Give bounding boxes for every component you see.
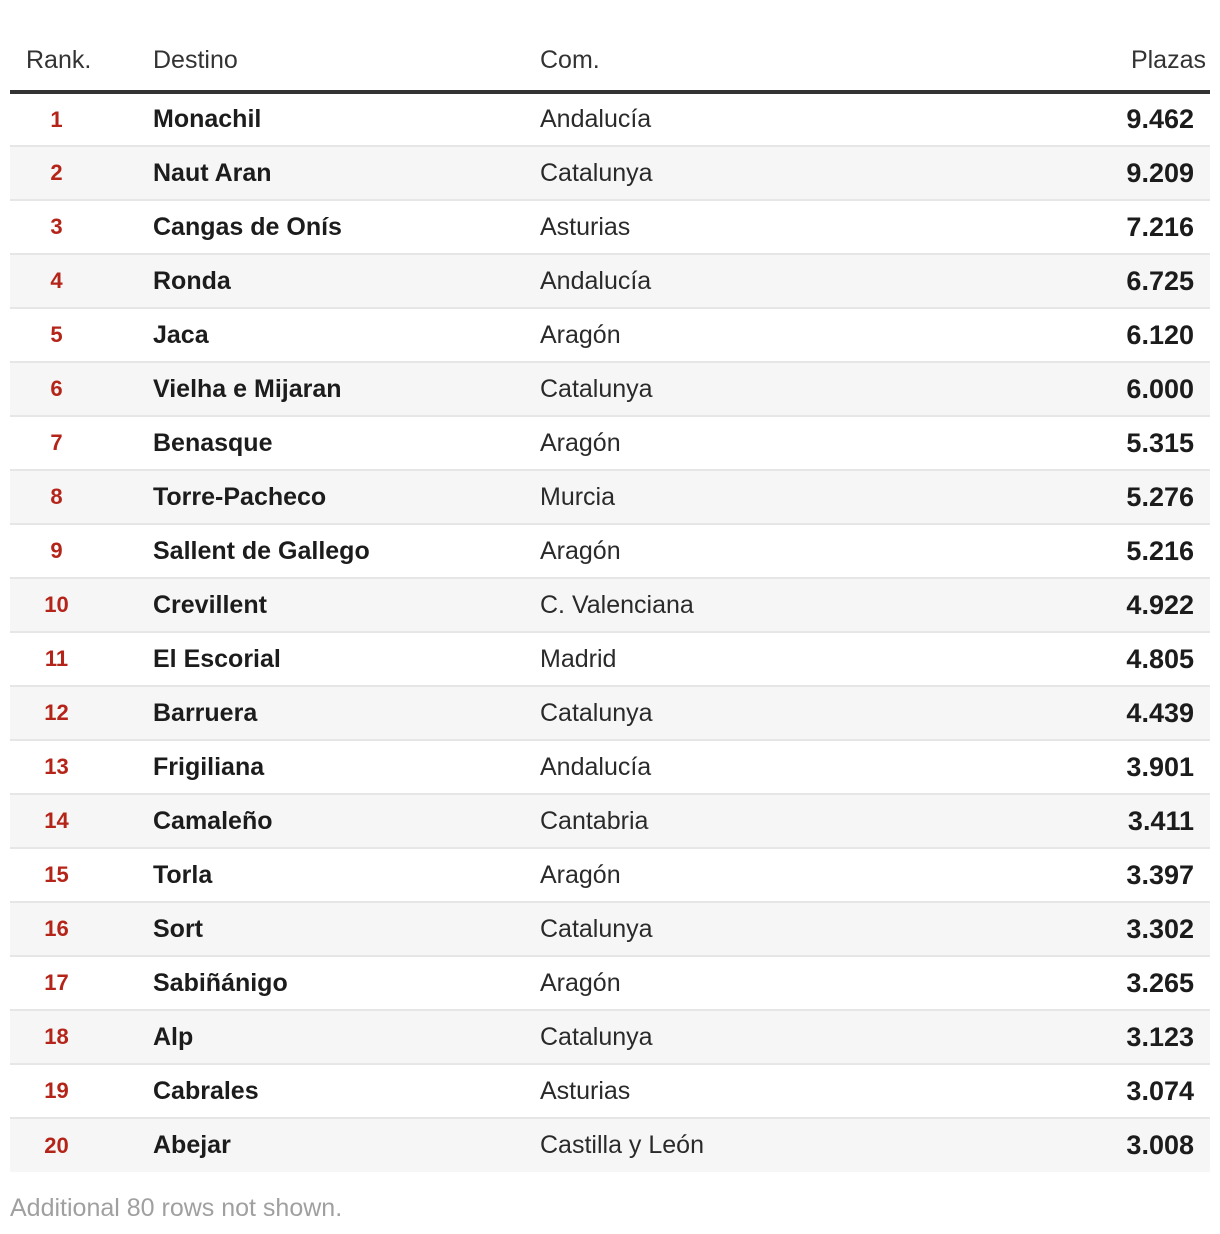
table-row xyxy=(10,686,1210,740)
header-com[interactable]: Com. xyxy=(540,36,1040,92)
table-row xyxy=(10,794,1210,848)
destino-cell: Sabiñánigo xyxy=(153,968,288,997)
table-row xyxy=(10,578,1210,632)
plazas-cell: 3.302 xyxy=(1126,913,1194,944)
com-cell: Aragón xyxy=(540,860,621,889)
com-cell: Catalunya xyxy=(540,1022,653,1051)
plazas-cell: 3.008 xyxy=(1126,1130,1194,1160)
rank-cell: 8 xyxy=(50,484,63,509)
footnote: Additional 80 rows not shown. xyxy=(10,1194,343,1222)
table-row xyxy=(10,956,1210,1010)
com-cell: Andalucía xyxy=(540,266,652,295)
ranking-table-container xyxy=(10,36,1210,1172)
plazas-cell: 6.725 xyxy=(1126,265,1194,296)
rank-cell: 2 xyxy=(50,160,63,185)
plazas-cell: 3.265 xyxy=(1126,967,1194,998)
rank-cell: 12 xyxy=(44,700,69,725)
plazas-cell: 5.315 xyxy=(1126,427,1194,458)
table-header xyxy=(10,36,1210,92)
destino-cell: El Escorial xyxy=(153,644,281,673)
plazas-cell: 3.901 xyxy=(1126,751,1194,782)
destino-cell: Monachil xyxy=(153,105,262,133)
rank-cell: 3 xyxy=(50,214,63,239)
destino-cell: Naut Aran xyxy=(153,158,272,187)
rank-cell: 9 xyxy=(50,538,63,563)
com-cell: Aragón xyxy=(540,428,621,457)
table-row xyxy=(10,524,1210,578)
rank-cell: 17 xyxy=(44,970,69,995)
destino-cell: Cabrales xyxy=(153,1076,259,1105)
destino-cell: Vielha e Mijaran xyxy=(153,374,342,403)
table-row xyxy=(10,1118,1210,1172)
header-plazas[interactable]: Plazas xyxy=(1040,36,1210,92)
plazas-cell: 3.074 xyxy=(1126,1075,1194,1106)
com-cell: Castilla y León xyxy=(540,1131,704,1159)
destino-cell: Alp xyxy=(153,1022,194,1051)
rank-cell: 14 xyxy=(44,808,69,833)
rank-cell: 11 xyxy=(44,646,69,671)
plazas-cell: 6.000 xyxy=(1126,373,1194,404)
com-cell: Murcia xyxy=(540,482,616,511)
rank-cell: 1 xyxy=(50,106,63,132)
plazas-cell: 4.805 xyxy=(1126,643,1194,674)
plazas-cell: 9.462 xyxy=(1126,104,1194,134)
destino-cell: Sallent de Gallego xyxy=(153,536,370,565)
table-row xyxy=(10,1010,1210,1064)
plazas-cell: 4.439 xyxy=(1126,697,1194,728)
table-row xyxy=(10,362,1210,416)
com-cell: Catalunya xyxy=(540,374,653,403)
destino-cell: Cangas de Onís xyxy=(153,212,342,241)
table-row xyxy=(10,308,1210,362)
com-cell: Andalucía xyxy=(540,752,652,781)
com-cell: Aragón xyxy=(540,536,621,565)
rank-cell: 18 xyxy=(44,1024,69,1049)
rank-cell: 10 xyxy=(44,592,69,617)
com-cell: Catalunya xyxy=(540,698,653,727)
destino-cell: Barruera xyxy=(153,698,258,727)
rank-cell: 16 xyxy=(44,916,69,941)
table-body xyxy=(10,92,1210,1172)
table-row xyxy=(10,146,1210,200)
table-row xyxy=(10,1064,1210,1118)
com-cell: Aragón xyxy=(540,968,621,997)
destino-cell: Abejar xyxy=(153,1131,231,1159)
com-cell: Asturias xyxy=(540,212,631,241)
com-cell: Catalunya xyxy=(540,158,653,187)
destino-cell: Sort xyxy=(153,914,203,943)
rank-cell: 19 xyxy=(44,1078,69,1103)
destino-cell: Ronda xyxy=(153,266,231,295)
com-cell: Catalunya xyxy=(540,914,653,943)
destino-cell: Jaca xyxy=(153,320,209,349)
table-row xyxy=(10,92,1210,146)
table-row xyxy=(10,902,1210,956)
com-cell: Asturias xyxy=(540,1076,631,1105)
rank-cell: 5 xyxy=(50,322,63,347)
com-cell: Aragón xyxy=(540,320,621,349)
rank-cell: 4 xyxy=(50,268,63,293)
destino-cell: Frigiliana xyxy=(153,752,265,781)
rank-cell: 15 xyxy=(44,862,69,887)
plazas-cell: 6.120 xyxy=(1126,319,1194,350)
table-row xyxy=(10,740,1210,794)
header-rank[interactable]: Rank. xyxy=(10,36,153,92)
com-cell: Andalucía xyxy=(540,105,652,133)
table-row xyxy=(10,632,1210,686)
destino-cell: Torla xyxy=(153,860,213,889)
plazas-cell: 5.216 xyxy=(1126,535,1194,566)
com-cell: Cantabria xyxy=(540,806,649,835)
com-cell: C. Valenciana xyxy=(540,590,694,619)
plazas-cell: 5.276 xyxy=(1126,481,1194,512)
header-row xyxy=(10,36,1210,92)
header-destino[interactable]: Destino xyxy=(153,36,540,92)
rank-cell: 13 xyxy=(44,754,69,779)
table-row xyxy=(10,848,1210,902)
table-row xyxy=(10,470,1210,524)
plazas-cell: 9.209 xyxy=(1126,157,1194,188)
ranking-table xyxy=(10,36,1210,1172)
plazas-cell: 4.922 xyxy=(1126,589,1194,620)
table-row xyxy=(10,254,1210,308)
destino-cell: Crevillent xyxy=(153,590,267,619)
table-row xyxy=(10,416,1210,470)
destino-cell: Benasque xyxy=(153,428,273,457)
destino-cell: Camaleño xyxy=(153,806,273,835)
table-row xyxy=(10,200,1210,254)
plazas-cell: 7.216 xyxy=(1126,211,1194,242)
plazas-cell: 3.411 xyxy=(1127,805,1194,836)
com-cell: Madrid xyxy=(540,644,617,673)
plazas-cell: 3.397 xyxy=(1126,859,1194,890)
rank-cell: 7 xyxy=(50,430,63,455)
destino-cell: Torre-Pacheco xyxy=(153,482,327,511)
plazas-cell: 3.123 xyxy=(1126,1021,1194,1052)
rank-cell: 20 xyxy=(44,1132,69,1158)
rank-cell: 6 xyxy=(50,376,63,401)
